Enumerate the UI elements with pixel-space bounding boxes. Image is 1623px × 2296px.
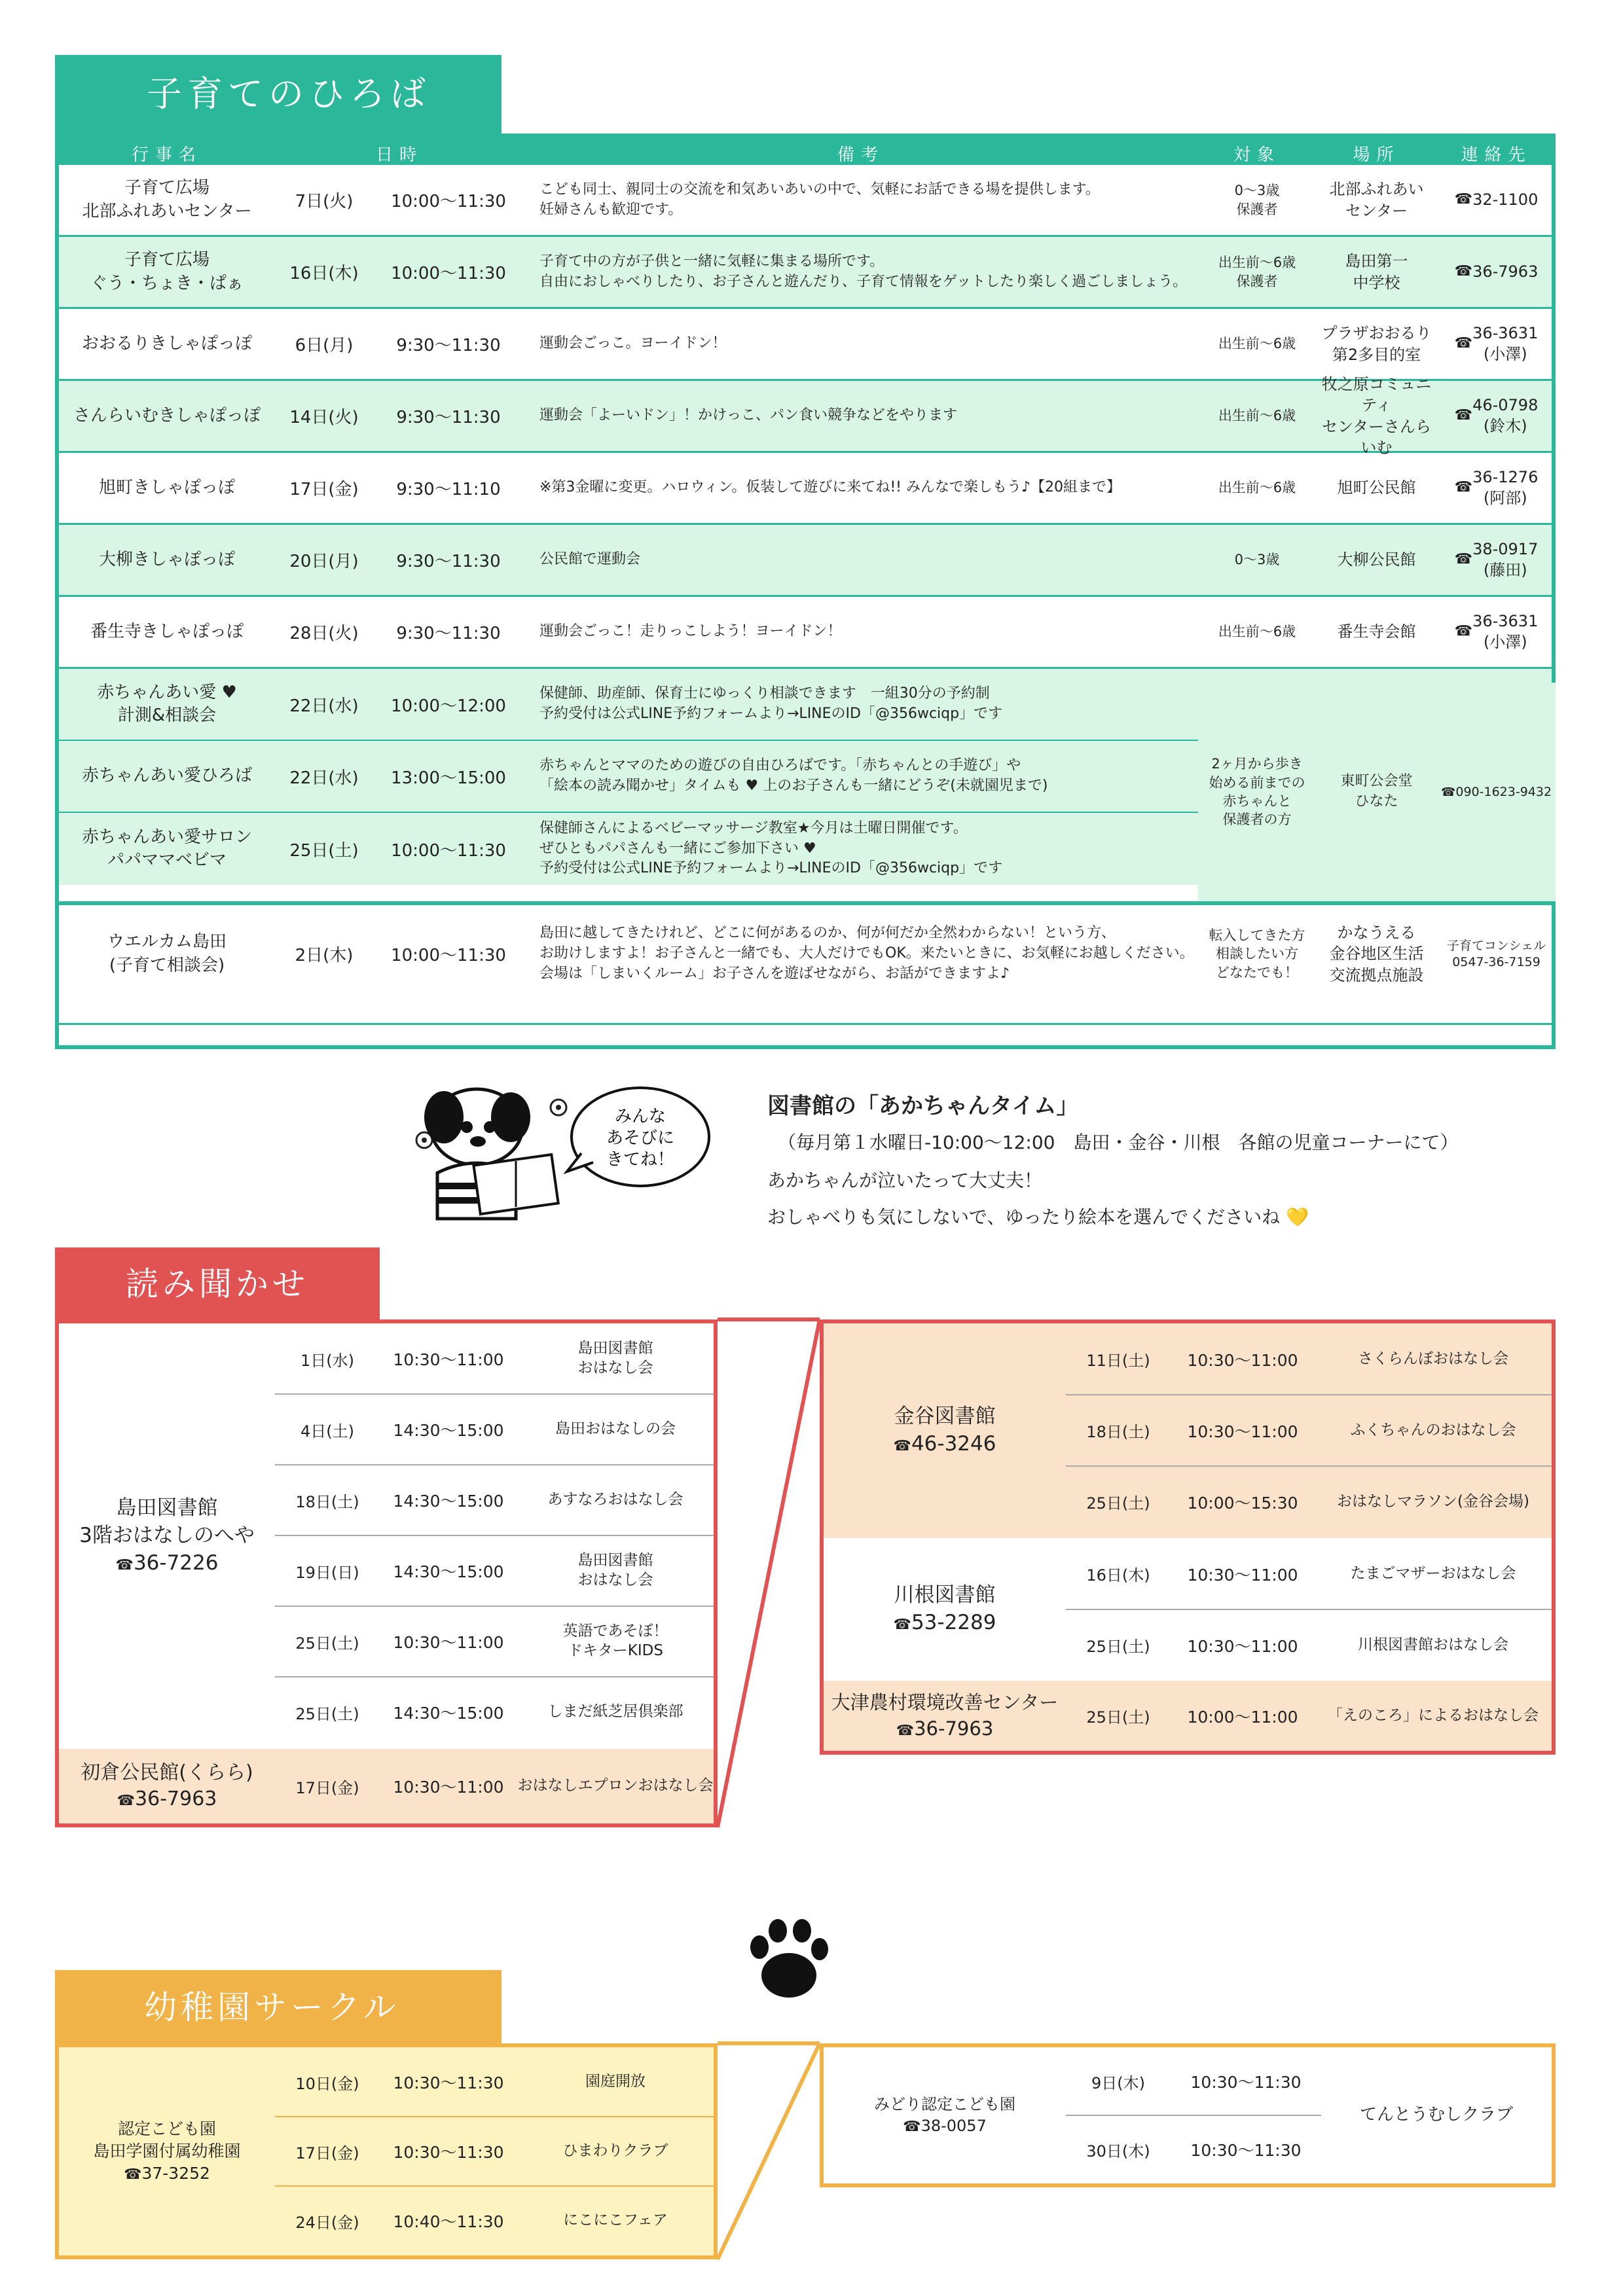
event-contact xyxy=(1437,237,1556,307)
event-time: 10:00〜12:00 xyxy=(391,696,506,716)
phone-icon: ☎ xyxy=(124,2166,142,2183)
event-row xyxy=(1066,1538,1552,1609)
event-time: 9:30〜11:30 xyxy=(396,408,501,427)
event-name: 子育て広場 ぐう・ちょき・ぱぁ xyxy=(90,250,244,293)
event-place: 旭町公民館 xyxy=(1337,478,1416,497)
event-note: 運動会ごっこ！走りっこしよう！ヨーイドン！ xyxy=(539,623,842,640)
tel-number: 38-0057 xyxy=(921,2116,987,2135)
phone-icon: ☎ xyxy=(1454,407,1473,424)
event-contact xyxy=(1437,525,1556,595)
akachan-contact xyxy=(1437,683,1556,901)
event-time: 10:40〜11:30 xyxy=(393,2212,504,2231)
header-place: 場所 xyxy=(1353,145,1400,165)
kawane-library-tel xyxy=(894,1609,996,1637)
event-time: 14:30〜15:00 xyxy=(393,1562,504,1581)
event-row xyxy=(275,1394,714,1465)
yomikikase-kanaya-kawane-box xyxy=(820,1319,1556,1755)
event-date: 19日(日) xyxy=(295,1563,359,1582)
event-name: さくらんぼおはなし会 xyxy=(1358,1350,1508,1367)
event-date: 25日(土) xyxy=(295,1634,359,1653)
event-time: 10:30〜11:00 xyxy=(393,1633,504,1652)
table-row xyxy=(59,309,1552,381)
table-row xyxy=(59,165,1552,237)
event-name: 「えのころ」によるおはなし会 xyxy=(1328,1706,1539,1724)
tel-number: 46-0798 (鈴木) xyxy=(1472,396,1539,435)
phone-icon: ☎ xyxy=(896,1722,915,1739)
event-time: 10:30〜11:30 xyxy=(393,2143,504,2162)
event-date: 20日(月) xyxy=(289,552,359,571)
midori-tel xyxy=(903,2115,987,2137)
event-note: 運動会ごっこ。ヨーイドン！ xyxy=(539,335,727,352)
phone-icon: ☎ xyxy=(893,1617,911,1633)
event-date: 25日(土) xyxy=(1086,1494,1150,1513)
akachan-target: 2ヶ月から歩き 始める前までの 赤ちゃんと 保護者の方 xyxy=(1198,683,1316,901)
event-row xyxy=(275,2117,714,2186)
event-note: 保健師さんによるベビーマッサージ教室★今月は土曜日開催です。 ぜひともパパさんも一緒にご参加下さい ♥ 予約受付は公式LINE予約フォームより→LINEのID「@356wciqp」です xyxy=(539,819,1003,877)
event-date: 10日(金) xyxy=(295,2074,359,2093)
paw-print-icon xyxy=(740,1911,835,2006)
event-time: 10:30〜11:30 xyxy=(1190,2073,1302,2092)
shimada-library-name: 島田図書館 3階おはなしのへや xyxy=(79,1496,255,1548)
event-name: ふくちゃんのおはなし会 xyxy=(1350,1421,1516,1439)
event-time: 14:30〜15:00 xyxy=(393,1421,504,1440)
event-name: 島田おはなしの会 xyxy=(555,1420,676,1438)
event-note: 運動会「よーいドン」！かけっこ、パン食い競争などをやります xyxy=(539,407,958,424)
kanaya-library-cell xyxy=(824,1323,1066,1538)
event-contact xyxy=(1437,885,1556,1023)
header-event: 行事名 xyxy=(131,145,202,165)
event-date: 18日(土) xyxy=(295,1492,359,1511)
event-name: しまだ紙芝居倶楽部 xyxy=(547,1703,684,1721)
yomikikase-shimada-box xyxy=(55,1319,718,1827)
shimada-gakuen-name: 認定こども園 島田学園付属幼稚園 xyxy=(93,2119,241,2161)
event-target: 0〜3歳 xyxy=(1234,552,1280,568)
shimada-library-cell xyxy=(59,1323,275,1749)
event-date: 11日(土) xyxy=(1086,1352,1150,1370)
header-contact: 連絡先 xyxy=(1461,145,1532,165)
event-name: 大柳きしゃぽっぽ xyxy=(98,549,235,569)
event-row xyxy=(275,1535,714,1606)
tel-number: 36-7226 xyxy=(133,1551,219,1575)
tel-number: 36-1276 (阿部) xyxy=(1472,468,1539,507)
phone-icon: ☎ xyxy=(1454,335,1473,352)
shimada-library-tel xyxy=(116,1550,219,1577)
kawane-library-name: 川根図書館 xyxy=(894,1583,996,1607)
event-contact xyxy=(1437,453,1556,523)
event-row xyxy=(1066,1395,1552,1466)
header-notes: 備考 xyxy=(837,145,884,165)
table-row xyxy=(59,525,1552,597)
header-datetime: 日時 xyxy=(375,145,423,165)
event-place: 北部ふれあい センター xyxy=(1329,180,1424,220)
event-target: 出生前〜6歳 xyxy=(1218,408,1296,424)
phone-icon: ☎ xyxy=(1454,623,1473,640)
event-date: 4日(土) xyxy=(301,1422,354,1441)
event-note: 島田に越してきたけれど、どこに何があるのか、何が何だか全然わからない！という方、 お助けしますよ！お子さんと一緒でも、大人だけでもOK。来たいときに、お気軽にお越しください。 会場は「しまいくルーム」お子さんを遊ばせながら、お話ができますよ♪ xyxy=(539,925,1194,982)
event-name: ウエルカム島田 (子育て相談会) xyxy=(107,932,227,975)
event-time: 10:30〜11:30 xyxy=(393,2073,504,2092)
event-row xyxy=(1066,2047,1321,2115)
event-name: 島田図書館 おはなし会 xyxy=(577,1552,653,1588)
bubble-line-2: あそびに xyxy=(606,1128,675,1148)
event-target: 出生前〜6歳 xyxy=(1218,480,1296,496)
event-note: 赤ちゃんとママのための遊びの自由ひろばです。「赤ちゃんとの手遊び」や 「絵本の読み聞かせ」タイムも ♥ 上のお子さんも一緒にどうぞ(未就園児まで) xyxy=(539,757,1048,794)
shimada-gakuen-cell xyxy=(59,2047,275,2255)
event-date: 25日(土) xyxy=(1086,1708,1150,1727)
tel-number: 38-0917 (藤田) xyxy=(1472,540,1539,579)
event-date: 24日(金) xyxy=(295,2213,359,2232)
event-name: 赤ちゃんあい愛サロン パパママベビマ xyxy=(81,827,252,870)
tel-number: 36-7963 xyxy=(914,1717,994,1740)
table-row xyxy=(59,597,1552,669)
event-date: 7日(火) xyxy=(295,192,354,211)
event-time: 10:00〜11:30 xyxy=(391,192,506,211)
event-time: 10:30〜11:00 xyxy=(393,1778,504,1797)
event-time: 10:30〜11:00 xyxy=(1187,1422,1298,1441)
otsu-event-row xyxy=(1066,1681,1552,1751)
event-row xyxy=(275,1606,714,1677)
event-date: 22日(水) xyxy=(289,768,359,788)
event-name: にこにこフェア xyxy=(563,2212,668,2229)
event-row xyxy=(275,1323,714,1394)
phone-icon: ☎ xyxy=(1454,263,1473,280)
event-time: 10:30〜11:00 xyxy=(1187,1565,1298,1585)
kanaya-library-tel xyxy=(894,1431,996,1458)
yomikikase-section-title: 読み聞かせ xyxy=(55,1247,380,1321)
event-time: 10:00〜11:30 xyxy=(391,840,506,861)
tel-number: 子育てコンシェル 0547-36-7159 xyxy=(1446,938,1546,969)
header-target: 対象 xyxy=(1233,145,1281,165)
phone-icon: ☎ xyxy=(115,1556,134,1573)
event-time: 9:30〜11:10 xyxy=(396,480,501,499)
event-place: 牧之原コミュニティ センターさんらいむ xyxy=(1321,374,1432,457)
otsu-center-name: 大津農村環境改善センター xyxy=(831,1691,1059,1714)
event-name: おはなしマラソン(金谷会場) xyxy=(1337,1492,1529,1510)
phone-icon: ☎ xyxy=(1454,479,1473,496)
event-target: 出生前〜6歳 xyxy=(1218,624,1296,640)
hiroba-table-header xyxy=(59,137,1552,165)
event-contact xyxy=(1437,381,1556,451)
shimada-gakuen-tel xyxy=(124,2162,210,2185)
event-time: 9:30〜11:30 xyxy=(396,336,501,355)
otsu-center-cell xyxy=(824,1681,1066,1751)
library-notice-line: あかちゃんが泣いたって大丈夫！ xyxy=(767,1170,1043,1191)
youchien-shimada-box xyxy=(55,2043,718,2259)
event-time: 10:30〜11:00 xyxy=(1187,1350,1298,1370)
table-row xyxy=(59,237,1552,309)
event-date: 17日(金) xyxy=(295,1778,359,1797)
event-contact xyxy=(1437,309,1556,379)
hatsukura-cell xyxy=(59,1749,275,1823)
event-place: かなうえる 金谷地区生活 交流拠点施設 xyxy=(1329,923,1424,984)
event-note: 子育て中の方が子供と一緒に気軽に集まる場所です。 自由におしゃべりしたり、お子さんと遊んだり、子育て情報をゲットしたり楽しく過ごしましょう。 xyxy=(539,253,1188,290)
event-date: 28日(火) xyxy=(289,624,359,643)
tel-number: 37-3252 xyxy=(141,2163,210,2183)
hatsukura-event-row xyxy=(275,1749,714,1823)
hiroba-table xyxy=(55,134,1556,1049)
event-time: 10:00〜11:30 xyxy=(391,264,506,283)
event-name: 園庭開放 xyxy=(585,2073,646,2090)
kawane-library-cell xyxy=(824,1538,1066,1681)
event-name: 子育て広場 北部ふれあいセンター xyxy=(82,178,252,221)
tel-number: 36-3631 (小澤) xyxy=(1472,324,1539,363)
event-time: 10:00〜11:00 xyxy=(1187,1707,1298,1727)
phone-icon: ☎ xyxy=(1454,551,1473,568)
tel-number: 090-1623-9432 xyxy=(1455,785,1552,799)
library-notice-line: おしゃべりも気にしないで、ゆったり絵本を選んでくださいね 💛 xyxy=(767,1206,1309,1228)
event-name: おおるりきしゃぽっぽ xyxy=(81,333,252,353)
event-date: 22日(水) xyxy=(289,696,359,716)
otsu-center-tel xyxy=(896,1716,994,1742)
event-time: 10:30〜11:00 xyxy=(1187,1636,1298,1656)
event-target: 出生前〜6歳 保護者 xyxy=(1218,255,1296,289)
event-contact xyxy=(1437,597,1556,667)
event-time: 14:30〜15:00 xyxy=(393,1492,504,1511)
library-notice-schedule: （毎月第１水曜日-10:00〜12:00 島田・金谷・川根 各館の児童コーナーにて） xyxy=(778,1132,1459,1153)
event-name: 英語であそぼ！ ドキターKIDS xyxy=(562,1623,668,1659)
event-date: 30日(木) xyxy=(1086,2142,1150,2161)
event-date: 2日(木) xyxy=(295,946,354,965)
table-row xyxy=(59,885,1552,1025)
event-note: ※第3金曜に変更。ハロウィン。仮装して遊びに来てね!! みんなで楽しもう♪【20組まで】 xyxy=(539,479,1122,496)
event-target: 出生前〜6歳 xyxy=(1218,336,1296,352)
phone-icon: ☎ xyxy=(893,1438,911,1454)
phone-icon: ☎ xyxy=(903,2118,921,2135)
event-date: 17日(金) xyxy=(295,2144,359,2162)
event-row xyxy=(275,1465,714,1535)
event-row xyxy=(1066,2115,1321,2183)
tel-number: 36-7963 xyxy=(1472,262,1539,281)
event-date: 25日(土) xyxy=(1086,1638,1150,1656)
event-time: 10:30〜11:00 xyxy=(393,1350,504,1369)
event-time: 10:00〜15:30 xyxy=(1187,1493,1298,1513)
youchien-section-title: 幼稚園サークル xyxy=(55,1970,501,2045)
event-time: 9:30〜11:30 xyxy=(396,552,501,571)
event-name: ひまわりクラブ xyxy=(562,2142,668,2160)
event-row xyxy=(275,1677,714,1748)
event-name: あすなろおはなし会 xyxy=(547,1491,684,1509)
event-time: 14:30〜15:00 xyxy=(393,1704,504,1723)
library-notice-title: 図書館の「あかちゃんタイム」 xyxy=(767,1093,1079,1119)
akachan-place: 東町公会堂 ひなた xyxy=(1316,683,1437,901)
event-name: おはなしエプロンおはなし会 xyxy=(517,1777,714,1795)
event-name: さんらいむきしゃぽっぽ xyxy=(73,405,261,425)
event-place: 番生寺会館 xyxy=(1337,622,1416,641)
event-time: 9:30〜11:30 xyxy=(396,624,501,643)
event-row xyxy=(1066,1609,1552,1681)
event-time: 13:00〜15:00 xyxy=(391,768,506,788)
table-row xyxy=(59,374,1552,457)
event-date: 14日(火) xyxy=(289,408,359,427)
event-note: 公民館で運動会 xyxy=(539,551,641,568)
event-contact xyxy=(1437,165,1556,235)
dog-reading-illustration xyxy=(398,1081,719,1225)
hiroba-section-title: 子育てのひろば xyxy=(55,55,501,134)
tel-number: 32-1100 xyxy=(1472,190,1539,209)
event-date: 18日(土) xyxy=(1086,1423,1150,1441)
event-date: 25日(土) xyxy=(295,1704,359,1723)
event-name: たまごマザーおはなし会 xyxy=(1350,1564,1516,1582)
event-time: 10:00〜11:30 xyxy=(391,946,506,965)
event-name: てんとうむしクラブ xyxy=(1359,2105,1513,2125)
event-row xyxy=(1066,1466,1552,1537)
event-target: 転入してきた方 相談したい方 どなたでも！ xyxy=(1209,927,1305,980)
youchien-midori-box xyxy=(820,2043,1556,2187)
event-target: 0〜3歳 保護者 xyxy=(1234,183,1280,217)
kanaya-library-name: 金谷図書館 xyxy=(894,1405,996,1429)
bubble-line-1: みんな xyxy=(614,1107,666,1126)
event-note: 保健師、助産師、保育士にゆっくり相談できます 一組30分の予約制 予約受付は公式LINE予約フォームより→LINEのID「@356wciqp」です xyxy=(539,685,1003,722)
midori-name: みどり認定こども園 xyxy=(874,2095,1015,2114)
event-name: 島田図書館 おはなし会 xyxy=(577,1340,653,1376)
event-row xyxy=(1066,1323,1552,1395)
event-date: 16日(木) xyxy=(289,264,359,283)
event-place: 大柳公民館 xyxy=(1337,550,1416,569)
phone-icon: ☎ xyxy=(1454,191,1473,208)
event-note: こども同士、親同士の交流を和気あいあいの中で、気軽にお話できる場を提供します。 妊婦さんも歓迎です。 xyxy=(539,181,1100,218)
event-name: 旭町きしゃぽっぽ xyxy=(98,477,235,497)
tel-number: 53-2289 xyxy=(911,1611,996,1634)
event-date: 6日(月) xyxy=(295,336,354,355)
bubble-line-3: きてね！ xyxy=(606,1150,675,1170)
phone-icon: ☎ xyxy=(1440,785,1456,799)
event-name: 赤ちゃんあい愛ひろば xyxy=(81,766,252,786)
tel-number: 46-3246 xyxy=(911,1432,996,1456)
event-name: 番生寺きしゃぽっぽ xyxy=(90,621,244,641)
event-row xyxy=(275,2047,714,2117)
event-name: 川根図書館おはなし会 xyxy=(1358,1636,1508,1653)
event-date: 25日(土) xyxy=(289,840,359,861)
tel-number: 36-7963 xyxy=(135,1787,217,1810)
event-date: 9日(木) xyxy=(1091,2073,1145,2092)
event-row xyxy=(275,2186,714,2255)
midori-cell xyxy=(824,2047,1066,2183)
event-date: 17日(金) xyxy=(289,480,359,499)
hatsukura-tel xyxy=(117,1786,217,1813)
tel-number: 36-3631 (小澤) xyxy=(1472,612,1539,651)
event-date: 1日(水) xyxy=(301,1351,354,1370)
table-row xyxy=(59,453,1552,525)
event-name: 赤ちゃんあい愛 ♥ 計測&相談会 xyxy=(97,682,237,725)
hatsukura-name: 初倉公民館(くらら) xyxy=(81,1761,253,1784)
flower-icon xyxy=(551,1100,566,1115)
event-date: 16日(木) xyxy=(1086,1566,1150,1585)
event-place: 島田第一 中学校 xyxy=(1345,252,1408,292)
table-divider xyxy=(59,901,1552,905)
phone-icon: ☎ xyxy=(117,1793,136,1809)
event-time: 10:30〜11:30 xyxy=(1190,2141,1302,2160)
event-place: プラザおおるり 第2多目的室 xyxy=(1321,324,1432,364)
